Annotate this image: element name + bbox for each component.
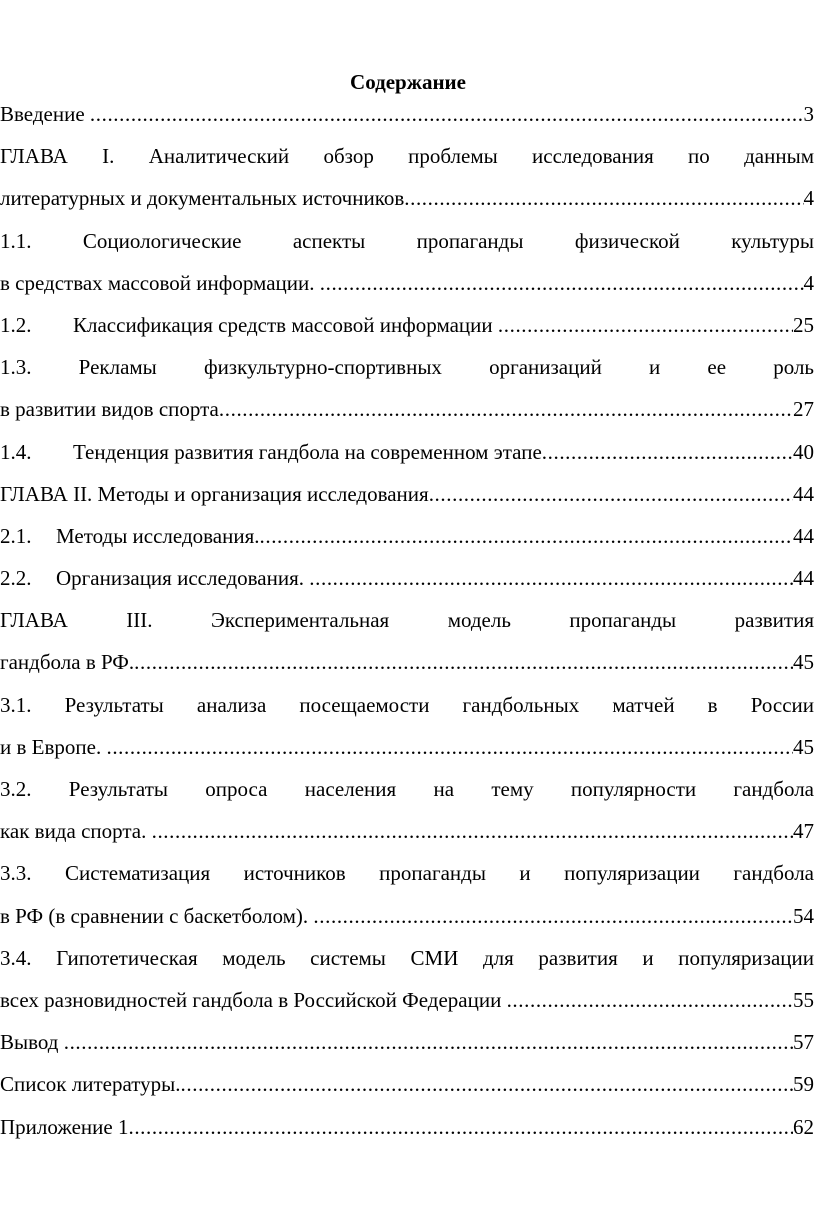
toc-entry-line bbox=[0, 859, 814, 901]
toc-entry-text: 3.4. Гипотетическая модель системы СМИ для развития и популяризации bbox=[0, 945, 814, 970]
toc-page-number: 62 bbox=[793, 1114, 814, 1139]
dot-leader bbox=[181, 1070, 793, 1098]
toc-page-number: 54 bbox=[793, 903, 814, 928]
toc-entry-text: ГЛАВА I. Аналитический обзор проблемы исследования по данным bbox=[0, 144, 814, 169]
toc-entry-number: 1.3. bbox=[0, 355, 32, 380]
toc-entry[interactable] bbox=[0, 227, 814, 311]
toc-entry[interactable] bbox=[0, 311, 814, 353]
dot-leader bbox=[134, 648, 793, 676]
toc-entry-line bbox=[0, 438, 814, 480]
toc-entry-line bbox=[0, 817, 814, 859]
dot-leader bbox=[219, 395, 793, 423]
toc-entry-text: Список литературы. bbox=[0, 1072, 181, 1097]
toc-entry-line bbox=[0, 1028, 814, 1070]
toc-entry-text: 3.2. Результаты опроса населения на тему популярности гандбола bbox=[0, 777, 814, 801]
toc-page-number: 3 bbox=[803, 102, 814, 126]
toc-entry-line bbox=[0, 100, 814, 142]
toc-entry-text: Приложение 1 bbox=[0, 1114, 129, 1139]
toc-entry-text: 3.1. Результаты анализа посещаемости гандбольных матчей в России bbox=[0, 692, 814, 717]
toc-entry-line bbox=[0, 227, 814, 269]
toc-page-number: 44 bbox=[793, 481, 814, 506]
dot-leader bbox=[507, 986, 793, 1014]
toc-entry-text: 3.3. Систематизация источников пропаганды и популяризации гандбола bbox=[0, 861, 814, 886]
toc-page-number: 44 bbox=[793, 523, 814, 548]
toc-entry-line bbox=[0, 269, 814, 311]
toc-page-number: 25 bbox=[793, 312, 814, 337]
toc-page-number: 40 bbox=[793, 439, 814, 464]
toc-entry[interactable] bbox=[0, 1113, 814, 1155]
toc-entry[interactable] bbox=[0, 142, 814, 226]
toc-entry[interactable] bbox=[0, 480, 814, 522]
toc-entry-text bbox=[0, 353, 814, 381]
toc-entry-number: 2.2. bbox=[0, 566, 32, 591]
toc-entry[interactable] bbox=[0, 859, 814, 943]
dot-leader bbox=[320, 269, 804, 297]
toc-entry-line bbox=[0, 648, 814, 690]
toc-entry-number: 1.2. bbox=[0, 312, 32, 337]
toc-page-number: 45 bbox=[793, 734, 814, 759]
toc-entry-line bbox=[0, 184, 814, 226]
toc-entry-line bbox=[0, 691, 814, 733]
toc-entry-label bbox=[0, 438, 542, 466]
toc-entry-text: в РФ (в сравнении с баскетболом). bbox=[0, 903, 314, 928]
toc-entry-text: и в Европе. bbox=[0, 734, 107, 759]
toc-entry-text: как вида спорта. bbox=[0, 819, 152, 844]
toc-entry-text: литературных и документальных источников bbox=[0, 186, 405, 211]
dot-leader bbox=[498, 311, 793, 339]
toc-entry-text: Классификация средств массовой информации bbox=[73, 312, 498, 337]
dot-leader bbox=[429, 480, 793, 508]
toc-entry-text: Введение bbox=[0, 102, 90, 126]
toc-entry-line bbox=[0, 733, 814, 775]
toc-entry[interactable] bbox=[0, 606, 814, 690]
toc-entry-label bbox=[0, 311, 498, 339]
toc-title: Содержание bbox=[350, 70, 466, 94]
toc-page-number: 57 bbox=[793, 1030, 814, 1055]
toc-entry[interactable] bbox=[0, 522, 814, 564]
dot-leader bbox=[128, 1113, 793, 1141]
dot-leader bbox=[106, 733, 793, 761]
toc-entry-text: всех разновидностей гандбола в Российской Федерации bbox=[0, 987, 507, 1012]
toc-entry-label bbox=[0, 564, 309, 592]
toc-entry-label bbox=[0, 522, 260, 550]
toc-entry-line bbox=[0, 944, 814, 986]
dot-leader bbox=[313, 902, 793, 930]
toc-entry-line bbox=[0, 142, 814, 184]
toc-entry-line bbox=[0, 902, 814, 944]
toc-entry-text: Рекламы физкультурно-спортивных организаций и ее роль bbox=[78, 355, 814, 380]
dot-leader bbox=[90, 100, 804, 128]
toc-entry[interactable] bbox=[0, 944, 814, 1028]
toc-entry-text: ГЛАВА II. Методы и организация исследования bbox=[0, 481, 429, 506]
toc-entry-line bbox=[0, 606, 814, 648]
toc-entry-line bbox=[0, 564, 814, 606]
toc-entry[interactable] bbox=[0, 1070, 814, 1112]
toc-entry[interactable] bbox=[0, 100, 814, 142]
toc-page-number: 55 bbox=[793, 987, 814, 1012]
toc-page-number: 27 bbox=[793, 397, 814, 422]
toc-entry[interactable] bbox=[0, 691, 814, 775]
toc-entry-line bbox=[0, 311, 814, 353]
dot-leader bbox=[309, 564, 793, 592]
toc-page-number: 4 bbox=[803, 186, 814, 211]
toc-entry-line bbox=[0, 1113, 814, 1155]
toc-page-number: 59 bbox=[793, 1072, 814, 1097]
toc-entry-line bbox=[0, 395, 814, 437]
toc-entry-line bbox=[0, 480, 814, 522]
toc-entry-line bbox=[0, 775, 814, 817]
toc-page-number: 44 bbox=[793, 566, 814, 591]
toc-entry-text: Социологические аспекты пропаганды физической культуры bbox=[82, 228, 814, 253]
toc-entry-text: Организация исследования. bbox=[56, 566, 310, 591]
toc-entry-text: в средствах массовой информации. bbox=[0, 270, 320, 295]
dot-leader bbox=[542, 438, 793, 466]
dot-leader bbox=[404, 184, 803, 212]
toc-entry-text: в развитии видов спорта bbox=[0, 397, 219, 422]
toc-entry-text: Методы исследования. bbox=[56, 523, 260, 548]
dot-leader bbox=[260, 522, 794, 550]
toc-entry-number: 1.1. bbox=[0, 228, 32, 253]
toc-entry-line bbox=[0, 353, 814, 395]
toc-entry-line bbox=[0, 1070, 814, 1112]
toc-entry[interactable] bbox=[0, 564, 814, 606]
table-of-contents bbox=[0, 100, 814, 1155]
toc-entry[interactable] bbox=[0, 775, 814, 859]
toc-entry-text bbox=[0, 227, 814, 255]
toc-entry[interactable] bbox=[0, 353, 814, 437]
toc-page-number: 45 bbox=[793, 650, 814, 675]
toc-entry-text: ГЛАВА III. Экспериментальная модель пропаганды развития bbox=[0, 608, 814, 633]
toc-entry-text: Вывод bbox=[0, 1030, 64, 1055]
toc-page-number: 4 bbox=[803, 270, 814, 295]
toc-page-number: 47 bbox=[793, 819, 814, 844]
toc-entry-text: гандбола в РФ. bbox=[0, 650, 135, 675]
toc-entry-text: Тенденция развития гандбола на современном этапе bbox=[73, 439, 542, 464]
dot-leader bbox=[64, 1028, 793, 1056]
toc-entry[interactable] bbox=[0, 438, 814, 480]
toc-entry-line bbox=[0, 986, 814, 1028]
dot-leader bbox=[152, 817, 793, 845]
toc-entry-number: 2.1. bbox=[0, 523, 32, 548]
toc-entry-line bbox=[0, 522, 814, 564]
toc-entry[interactable] bbox=[0, 1028, 814, 1070]
toc-entry-number: 1.4. bbox=[0, 439, 32, 464]
